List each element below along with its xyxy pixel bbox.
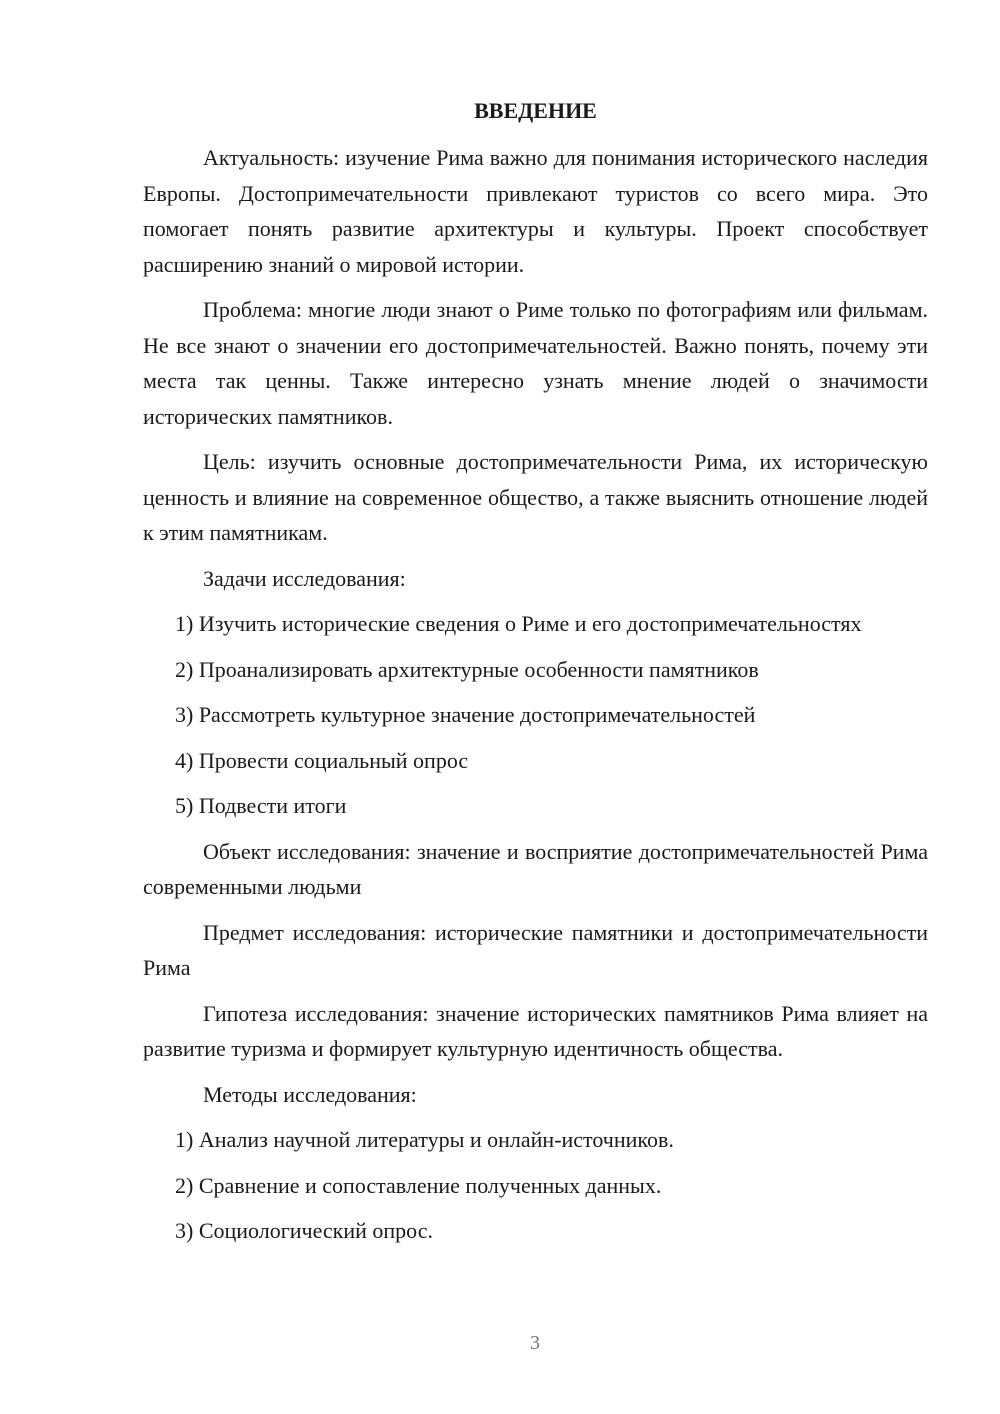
page-title: ВВЕДЕНИЕ: [474, 98, 597, 123]
subject-paragraph: Предмет исследования: исторические памятники и достопримечательности Рима: [143, 919, 928, 980]
problem-paragraph: Проблема: многие люди знают о Риме только по фотографиям или фильмам. Не все знают о значении его достопримечательностей. Важно понять, почему эти места так ценны. Также интересно узнать мнение людей о значимости исторических памятников.: [143, 297, 928, 429]
task-item-5: 5) Подвести итоги: [175, 793, 347, 818]
task-item-3: 3) Рассмотреть культурное значение достопримечательностей: [175, 702, 756, 727]
method-item-2: 2) Сравнение и сопоставление полученных данных.: [175, 1172, 662, 1198]
page-number: 3: [530, 1332, 540, 1354]
relevance-paragraph: Актуальность: изучение Рима важно для понимания исторического наследия Европы. Достопримечательности привлекают туристов со всего мира. Это помогает понять развитие архитектуры и культуры. Проект способствует расширению знаний о мировой истории.: [143, 145, 928, 277]
object-paragraph: Объект исследования: значение и восприятие достопримечательностей Рима современными людьми: [143, 838, 928, 899]
method-item-1: 1) Анализ научной литературы и онлайн-источников.: [175, 1127, 674, 1152]
page-content: [143, 96, 928, 1259]
task-item-4: 4) Провести социальный опрос: [175, 747, 469, 773]
method-item-3: 3) Социологический опрос.: [175, 1218, 433, 1243]
task-item-2: 2) Проанализировать архитектурные особенности памятников: [175, 656, 759, 682]
hypothesis-paragraph: Гипотеза исследования: значение исторических памятников Рима влияет на развитие туризма и формирует культурную идентичность общества.: [143, 1000, 928, 1061]
tasks-heading: Задачи исследования:: [203, 565, 406, 591]
goal-paragraph: Цель: изучить основные достопримечательности Рима, их историческую ценность и влияние на современное общество, а также выяснить отношение людей к этим памятникам.: [143, 449, 928, 545]
methods-heading: Методы исследования:: [203, 1081, 417, 1107]
task-item-1: 1) Изучить исторические сведения о Риме и его достопримечательностях: [175, 611, 862, 636]
